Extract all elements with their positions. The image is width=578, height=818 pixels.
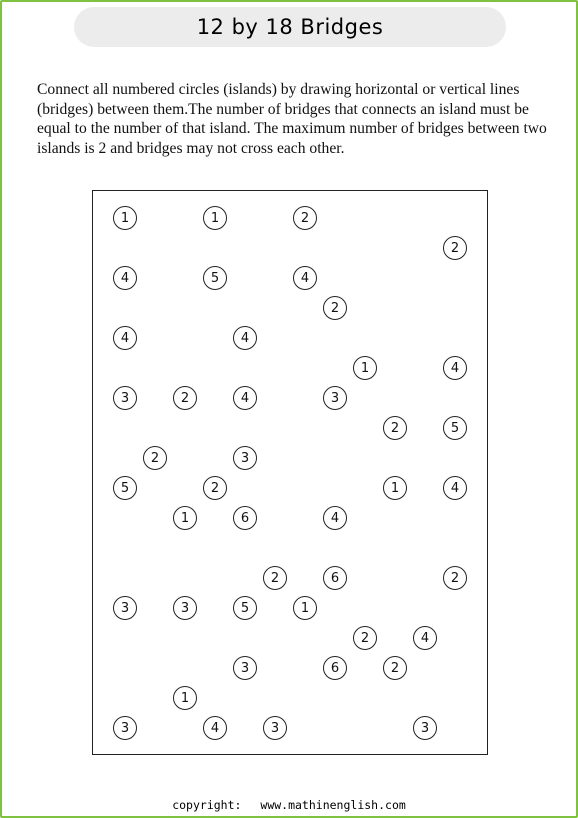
island[interactable]: 3	[113, 596, 137, 620]
island[interactable]: 1	[203, 206, 227, 230]
island[interactable]: 2	[323, 296, 347, 320]
island[interactable]: 5	[203, 266, 227, 290]
island[interactable]: 4	[293, 266, 317, 290]
island[interactable]: 6	[233, 506, 257, 530]
island[interactable]: 2	[353, 626, 377, 650]
island[interactable]: 1	[383, 476, 407, 500]
island[interactable]: 1	[353, 356, 377, 380]
instructions-text: Connect all numbered circles (islands) by drawing horizontal or vertical lines (bridges) between them.The number of bridges that connects an island must be equal to the number of that island. The maximum number of bridges between two islands is 2 and bridges may not cross each other.	[37, 81, 547, 158]
island[interactable]: 4	[443, 476, 467, 500]
island[interactable]: 3	[113, 716, 137, 740]
island[interactable]: 2	[443, 236, 467, 260]
island[interactable]: 2	[383, 416, 407, 440]
copyright-label: copyright:	[172, 798, 242, 812]
island[interactable]: 2	[203, 476, 227, 500]
island[interactable]: 4	[233, 326, 257, 350]
island[interactable]: 5	[233, 596, 257, 620]
island[interactable]: 3	[233, 656, 257, 680]
page-title: 12 by 18 Bridges	[196, 15, 384, 39]
island[interactable]: 3	[413, 716, 437, 740]
island[interactable]: 2	[383, 656, 407, 680]
island[interactable]: 2	[263, 566, 287, 590]
footer	[0, 798, 578, 812]
island[interactable]: 5	[113, 476, 137, 500]
island[interactable]: 4	[233, 386, 257, 410]
island[interactable]: 6	[323, 566, 347, 590]
island[interactable]: 2	[143, 446, 167, 470]
island[interactable]: 4	[323, 506, 347, 530]
island[interactable]: 2	[293, 206, 317, 230]
island[interactable]: 4	[113, 266, 137, 290]
island[interactable]: 2	[173, 386, 197, 410]
island[interactable]: 6	[323, 656, 347, 680]
island[interactable]: 4	[113, 326, 137, 350]
island[interactable]: 2	[443, 566, 467, 590]
island[interactable]: 1	[113, 206, 137, 230]
island[interactable]: 4	[413, 626, 437, 650]
island[interactable]: 3	[173, 596, 197, 620]
puzzle-board	[92, 190, 488, 755]
island[interactable]: 4	[203, 716, 227, 740]
island[interactable]: 3	[113, 386, 137, 410]
island[interactable]: 5	[443, 416, 467, 440]
island[interactable]: 1	[293, 596, 317, 620]
island[interactable]: 1	[173, 686, 197, 710]
title-bar	[74, 7, 506, 47]
site-link[interactable]: www.mathinenglish.com	[260, 798, 406, 812]
island[interactable]: 3	[323, 386, 347, 410]
island[interactable]: 1	[173, 506, 197, 530]
island[interactable]: 3	[263, 716, 287, 740]
island[interactable]: 4	[443, 356, 467, 380]
island[interactable]: 3	[233, 446, 257, 470]
